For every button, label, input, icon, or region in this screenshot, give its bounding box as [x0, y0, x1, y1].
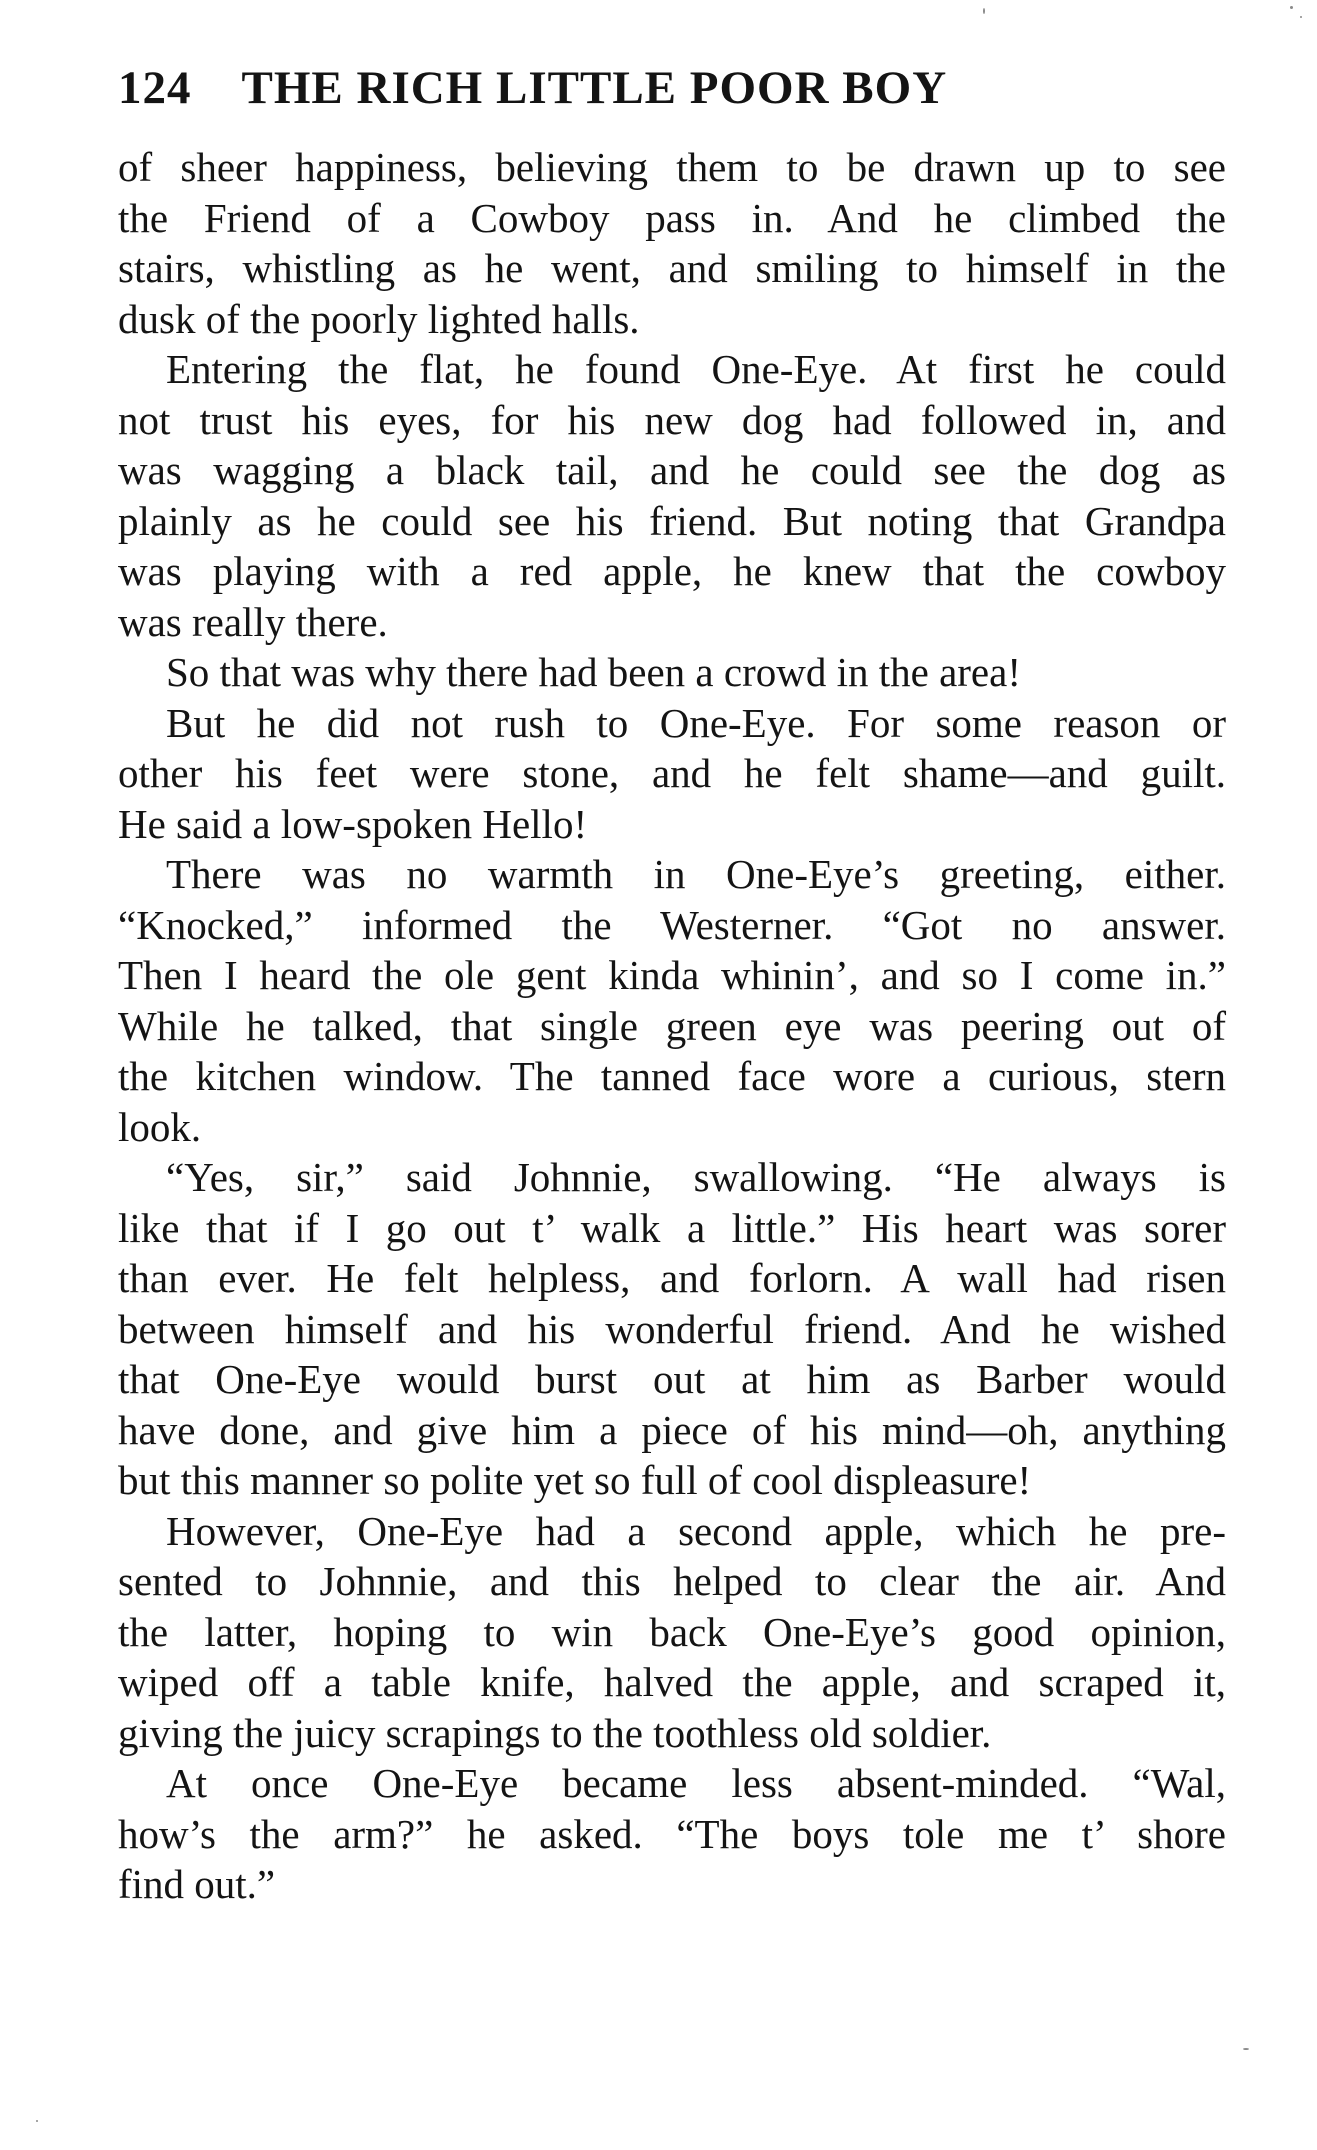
- paragraph: [118, 1758, 1226, 1910]
- paper-speck: [1300, 16, 1302, 18]
- text-line: have done, and give him a piece of his mind—oh, anything: [118, 1406, 1226, 1453]
- text-line: “Yes, sir,” said Johnnie, swallowing. “He always is: [166, 1154, 1226, 1200]
- paragraph: [118, 142, 1226, 344]
- text-line: that One-Eye would burst out at him as Barber would: [118, 1356, 1226, 1402]
- paragraph: [118, 1152, 1226, 1506]
- text-line: the latter, hoping to win back One-Eye’s good opinion,: [118, 1608, 1226, 1655]
- body-text: [118, 142, 1226, 1910]
- text-line: stairs, whistling as he went, and smiling to himself in the: [118, 245, 1226, 291]
- text-line: was playing with a red apple, he knew that the cowboy: [118, 548, 1226, 594]
- paragraph: [118, 647, 1226, 698]
- text-line: other his feet were stone, and he felt shame—and guilt.: [118, 750, 1226, 796]
- text-line: between himself and his wonderful friend. And he wished: [118, 1305, 1226, 1352]
- text-line: how’s the arm?” he asked. “The boys tole me t’ shore: [118, 1810, 1226, 1857]
- text-line: At once One-Eye became less absent-minded. “Wal,: [166, 1760, 1226, 1806]
- text-line: was really there.: [118, 598, 388, 645]
- text-line: find out.”: [118, 1861, 276, 1907]
- text-line: But he did not rush to One-Eye. For some reason or: [166, 699, 1226, 746]
- text-line: He said a low-spoken Hello!: [118, 800, 588, 847]
- text-line: giving the juicy scrapings to the toothless old soldier.: [118, 1709, 992, 1756]
- text-line: There was no warmth in One-Eye’s greeting, either.: [166, 851, 1226, 897]
- text-line: plainly as he could see his friend. But noting that Grandpa: [118, 497, 1226, 544]
- text-line: look.: [118, 1103, 202, 1150]
- paragraph: [118, 698, 1226, 850]
- text-line: wiped off a table knife, halved the apple, and scraped it,: [118, 1659, 1226, 1705]
- paper-speck: [1243, 2048, 1249, 2050]
- text-line: “Knocked,” informed the Westerner. “Got no answer.: [118, 901, 1226, 948]
- paper-speck: [983, 8, 985, 14]
- page-number: 124: [118, 62, 192, 114]
- text-line: not trust his eyes, for his new dog had followed in, and: [118, 396, 1226, 443]
- text-line: than ever. He felt helpless, and forlorn. A wall had risen: [118, 1255, 1226, 1301]
- paragraph: [118, 1506, 1226, 1759]
- text-line: However, One-Eye had a second apple, which he pre-: [166, 1507, 1226, 1554]
- text-line: So that was why there had been a crowd in the area!: [166, 649, 1021, 695]
- text-line: Entering the flat, he found One-Eye. At first he could: [166, 346, 1226, 392]
- text-line: the Friend of a Cowboy pass in. And he climbed the: [118, 194, 1226, 241]
- text-line: sented to Johnnie, and this helped to clear the air. And: [118, 1558, 1226, 1604]
- text-line: was wagging a black tail, and he could see the dog as: [118, 447, 1226, 493]
- paragraph: [118, 849, 1226, 1152]
- running-head: [118, 58, 1228, 118]
- text-line: Then I heard the ole gent kinda whinin’, and so I come in.”: [118, 952, 1226, 998]
- text-line: but this manner so polite yet so full of cool displeasure!: [118, 1457, 1032, 1503]
- text-line: like that if I go out t’ walk a little.” His heart was sorer: [118, 1204, 1226, 1251]
- text-line: the kitchen window. The tanned face wore a curious, stern: [118, 1053, 1226, 1099]
- book-title: THE RICH LITTLE POOR BOY: [241, 62, 948, 114]
- text-line: dusk of the poorly lighted halls.: [118, 295, 640, 342]
- text-line: While he talked, that single green eye was peering out of: [118, 1002, 1226, 1049]
- text-line: of sheer happiness, believing them to be drawn up to see: [118, 144, 1226, 190]
- paper-speck: [36, 2120, 38, 2122]
- paragraph: [118, 344, 1226, 647]
- paper-speck: [1290, 6, 1293, 9]
